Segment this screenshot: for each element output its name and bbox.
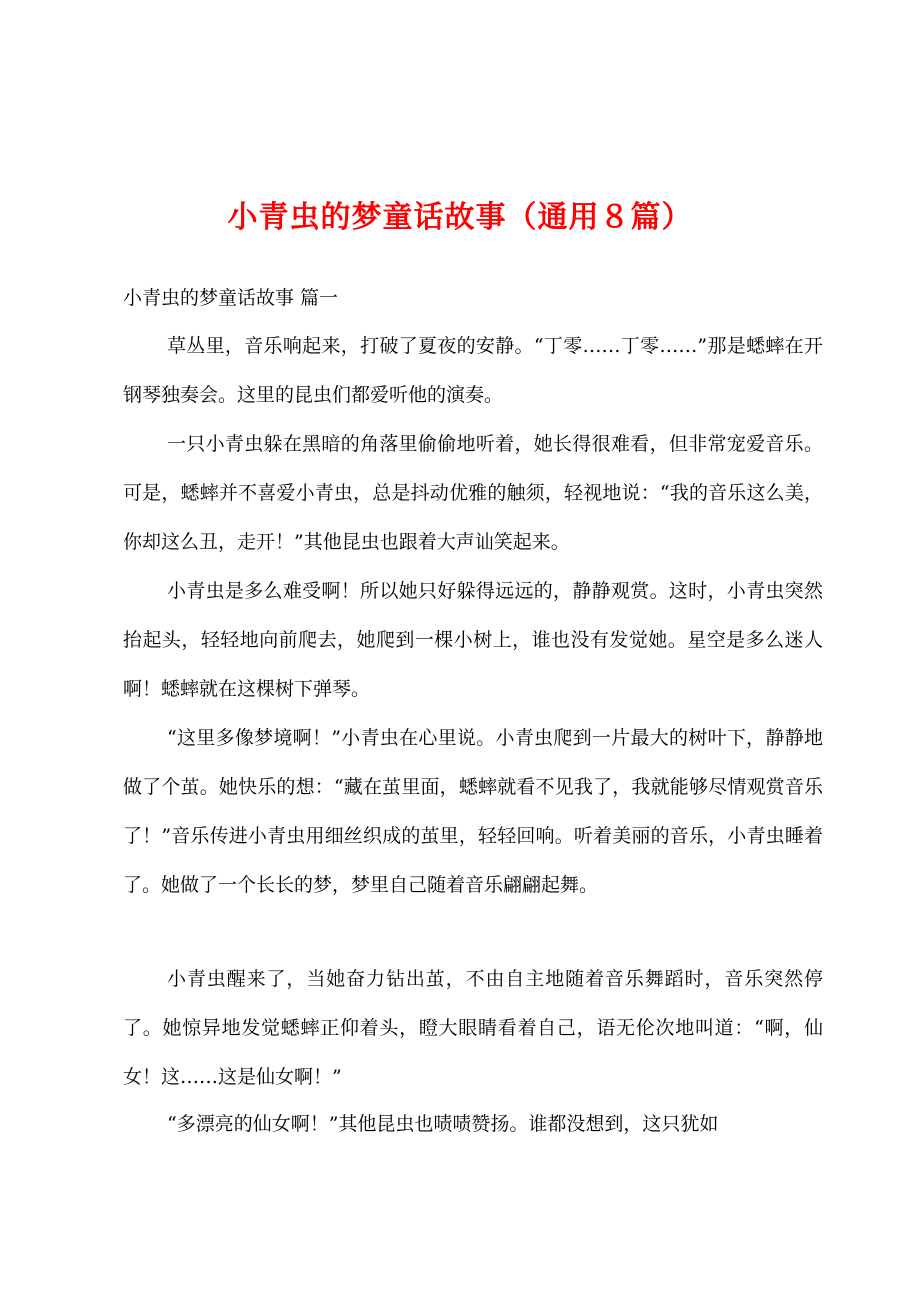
section-heading: 小青虫的梦童话故事 篇一 — [123, 287, 339, 309]
paragraph-2: 一只小青虫躲在黑暗的角落里偷偷地听着，她长得很难看，但非常宠爱音乐。可是，蟋蟀并不喜爱小青虫，总是抖动优雅的触须，轻视地说：“我的音乐这么美，你却这么丑，走开！”其他昆虫也跟着大声讪笑起来。 — [123, 433, 823, 553]
paragraph-5: 小青虫醒来了，当她奋力钻出茧，不由自主地随着音乐舞蹈时，音乐突然停了。她惊异地发觉蟋蟀正仰着头，瞪大眼睛看着自己，语无伦次地叫道：“啊，仙女！这……这是仙女啊！” — [123, 968, 823, 1088]
paragraph-6: “多漂亮的仙女啊！”其他昆虫也啧啧赞扬。谁都没想到，这只犹如 — [167, 1113, 719, 1135]
paragraph-4: “这里多像梦境啊！”小青虫在心里说。小青虫爬到一片最大的树叶下，静静地做了个茧。她快乐的想：“藏在茧里面，蟋蟀就看不见我了，我就能够尽情观赏音乐了！”音乐传进小青虫用细丝织成的茧里，轻轻回响。听着美丽的音乐，小青虫睡着了。她做了一个长长的梦，梦里自己随着音乐翩翩起舞。 — [123, 727, 823, 896]
document-title: 小青虫的梦童话故事（通用８篇） — [227, 200, 693, 235]
paragraph-1: 草丛里，音乐响起来，打破了夏夜的安静。“丁零……丁零……”那是蟋蟀在开钢琴独奏会。这里的昆虫们都爱听他的演奏。 — [123, 335, 823, 406]
paragraph-3: 小青虫是多么难受啊！所以她只好躲得远远的，静静观赏。这时，小青虫突然抬起头，轻轻地向前爬去，她爬到一棵小树上，谁也没有发觉她。星空是多么迷人啊！蟋蟀就在这棵树下弹琴。 — [123, 580, 823, 700]
